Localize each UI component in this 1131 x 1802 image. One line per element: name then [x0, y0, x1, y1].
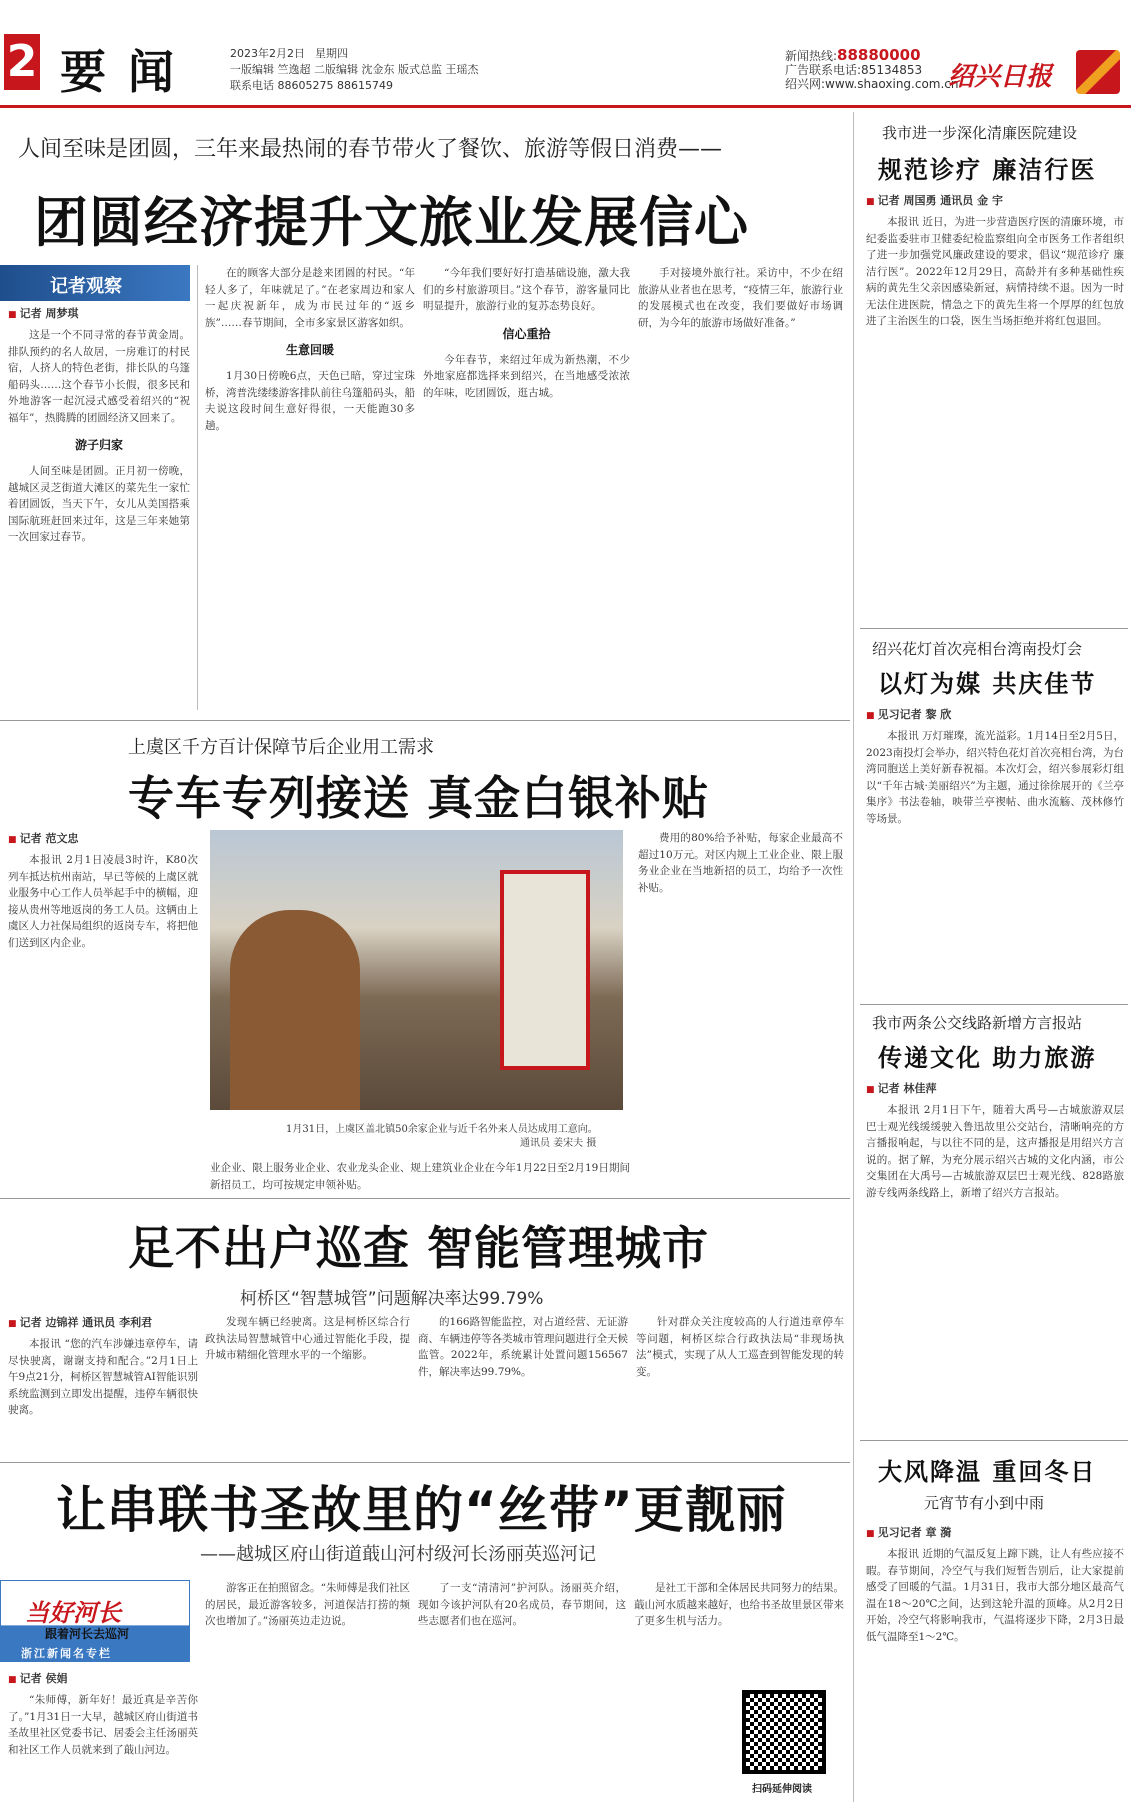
divider [0, 720, 850, 721]
phone-line: 联系电话 88605275 88615749 [230, 79, 393, 92]
story1-headline: 团圆经济提升文旅业发展信心 [34, 191, 749, 254]
story2-col3-text: 费用的80%给予补贴，每家企业最高不超过10万元。对区内规上工业企业、限上服务业企业在当地新招的员工，均给予一次性补贴。 [638, 832, 843, 894]
photo-person [230, 910, 360, 1110]
hotline-label: 新闻热线: [785, 49, 838, 63]
divider [860, 1004, 1128, 1005]
story4-col4 [634, 1580, 844, 1685]
story2-col1-text: 本报讯 2月1日凌晨3时许，K80次列车抵达杭州南站，早已等候的上虞区就业服务中心工作人员举起手中的横幅，迎接从贵州等地返岗的务工人员。这辆由上虞区人力社保局组织的返岗专车，将把他们送到区内企业。 [8, 854, 198, 949]
sidebar-divider [853, 112, 854, 1802]
story3-col4 [636, 1314, 844, 1454]
story1-col4-text: 手对接境外旅行社。采访中，不少在绍旅游从业者也在思考，“疫情三年，旅游行业的发展模式也在改变，我们要做好市场调研，为今年的旅游市场做好准备。” [638, 267, 843, 329]
hotline-number: 88880000 [837, 46, 921, 64]
story2-col3 [638, 830, 843, 1190]
story1-col3b-text: 今年春节，来绍过年成为新热潮，不少外地家庭都选择来到绍兴，在当地感受浓浓的年味，吃团圆饭，逛古城。 [423, 353, 630, 399]
news-photo [210, 830, 623, 1110]
side4-text: 本报讯 近期的气温反复上蹿下跳，让人有些应接不暇。春节期间，冷空气与我们短暂告别后，让大家提前感受了回暖的气温。1月31日，我市大部分地区最高气温在18～20℃之间，达到这轮升温的顶峰。从2月2日开始，冷空气将影响我市，气温将逐步下降，2月3日最低气温降至1～2℃。 [866, 1548, 1124, 1643]
river-badge-sub: 跟着河长去巡河 [45, 1627, 130, 1641]
side3-text: 本报讯 2月1日下午，随着大禹号—古城旅游双层巴士观光线缓缓驶入鲁迅故里公交站台，清晰响亮的方言播报响起，与以往不同的是，这声播报是用绍兴方言说的。据了解，为充分展示绍兴古城的文化内涵，市公交集团在大禹号—古城旅游双层巴士观光线、828路旅游专线两条线路上，新增了绍兴方言报站。 [866, 1104, 1124, 1199]
story4-col2-text: 游客正在拍照留念。“朱师傅是我们社区的居民，最近游客较多，河道保洁打捞的频次也增加了。”汤丽英边走边说。 [205, 1582, 410, 1627]
story2-col2 [210, 1160, 630, 1190]
page-number: 2 [4, 34, 40, 90]
story2-headline: 专车专列接送 真金白银补贴 [128, 771, 710, 825]
side3-headline: 传递文化 助力旅游 [878, 1044, 1097, 1072]
column-badge: 记者观察 [0, 265, 190, 301]
story3-col2 [205, 1314, 410, 1454]
story3-col4-text: 针对群众关注度较高的人行道违章停车等问题，柯桥区综合行政执法局“非现场执法”模式，实现了从人工巡查到智能发现的转变。 [636, 1316, 844, 1378]
side1-kicker: 我市进一步深化清廉医院建设 [882, 124, 1078, 142]
divider [197, 265, 198, 710]
story4-byline: ■ 记者 侯娟 [8, 1670, 198, 1686]
photo-credit: 通讯员 姜宋夫 摄 [520, 1138, 597, 1149]
side1-byline: ■ 记者 周国勇 通讯员 金 宇 [866, 192, 1124, 208]
side4-headline: 大风降温 重回冬日 [878, 1458, 1097, 1486]
side2-headline: 以灯为媒 共庆佳节 [878, 670, 1097, 698]
side3-byline: ■ 记者 林佳萍 [866, 1080, 1124, 1096]
section-title: 要闻 [60, 45, 196, 99]
side2-text: 本报讯 万灯璀璨，流光溢彩。1月14日至2月5日，2023南投灯会举办，绍兴特色花灯首次亮相台湾，为台湾同胞送上美好新春祝福。本次灯会，绍兴参展彩灯组以“千年古城·美丽绍兴”为主题，通过徐徐展开的《兰亭集序》书法卷轴，映带兰亭禊帖、曲水流觞、茂林修竹等场景。 [866, 730, 1124, 825]
story4-subhead: ——越城区府山街道蕺山河村级河长汤丽英巡河记 [200, 1544, 596, 1565]
story3-col3-text: 的166路智能监控，对占道经营、无证游商、车辆违停等各类城市管理问题进行全天候监管。2022年，系统累计处置问题156567件，解决率达99.79%。 [418, 1316, 628, 1378]
photo-banner [500, 870, 590, 1070]
story1-col3-subtitle: 信心重拾 [502, 326, 551, 341]
story3-headline: 足不出户巡查 智能管理城市 [128, 1221, 710, 1275]
story4-col3 [418, 1580, 626, 1800]
newspaper-logo: 绍兴日报 [948, 62, 1053, 92]
river-badge-bottom: 浙江新闻名专栏 [21, 1647, 112, 1660]
side2-byline: ■ 见习记者 黎 欣 [866, 706, 1124, 722]
side3-body [866, 1080, 1124, 1440]
side1-text: 本报讯 近日，为进一步营造医疗医的清廉环境，市纪委监委驻市卫健委纪检监察组向全市医务工作者组织了进一步加强党风廉政建设的要求，倡议“规范诊疗 廉洁行医”。2022年12月29日，高龄并有多种基础性疾病的黄先生父亲因感染新冠，病情持续不退。因为一时无法住进医院，情急之下的黄先生将一个厚厚的红包放进了主治医生的口袋，医生当场拒绝并将红包退回。 [866, 216, 1124, 327]
story3-subhead: 柯桥区“智慧城管”问题解决率达99.79% [240, 1289, 544, 1309]
story4-col2 [205, 1580, 410, 1800]
story4-col1 [8, 1670, 198, 1800]
issue-weekday: 星期四 [315, 47, 348, 60]
story1-col4 [638, 265, 843, 710]
side1-body [866, 192, 1124, 622]
story2-kicker: 上虞区千方百计保障节后企业用工需求 [128, 737, 434, 758]
divider [0, 1462, 850, 1463]
story4-col1-text: “朱师傅，新年好！最近真是辛苦你了。”1月31日一大早，越城区府山街道书圣故里社区党委书记、居委会主任汤丽英和社区工作人员就来到了蕺山河边。 [8, 1694, 198, 1756]
story1-col2 [205, 265, 415, 710]
side4-kicker: 元宵节有小到中雨 [924, 1494, 1045, 1512]
story3-col3 [418, 1314, 628, 1454]
story1-kicker: 人间至味是团圆，三年来最热闹的春节带火了餐饮、旅游等假日消费—— [18, 137, 723, 162]
photo-caption: 1月31日，上虞区盖北镇50余家企业与近千名外来人员达成用工意向。 [286, 1124, 598, 1135]
editors-line: 一版编辑 竺逸超 二版编辑 沈金东 版式总监 王瑶杰 [230, 63, 479, 76]
story1-col1b-text: 人间至味是团圆。正月初一傍晚，越城区灵芝街道大滩区的菜先生一家忙着团圆饭，当天下午，女儿从美国搭乘国际航班赶回来过年，这是三年来她第一次回家过春节。 [8, 465, 190, 543]
side3-kicker: 我市两条公交线路新增方言报站 [872, 1014, 1083, 1032]
story1-byline: ■ 记者 周梦琪 [8, 305, 190, 321]
side2-body [866, 706, 1124, 1006]
divider [860, 628, 1128, 629]
ad-phone: 广告联系电话:85134853 [785, 63, 923, 77]
side1-headline: 规范诊疗 廉洁行医 [878, 156, 1097, 184]
divider [0, 1198, 850, 1199]
story1-col2-text: 在的顾客大部分是趁来团圆的村民。“年轻人多了，年味就足了。”在老家周边和家人一起庆祝新年，成为市民过年的“返乡族”……春节期间，全市多家景区游客如织。 [205, 267, 415, 329]
side4-body [866, 1524, 1124, 1798]
story4-col4-text: 是社工干部和全体居民共同努力的结果。蕺山河水质越来越好，也给书圣故里景区带来了更多生机与活力。 [634, 1582, 844, 1627]
story3-col1-text: 本报讯 “您的汽车涉嫌违章停车，请尽快驶离，谢谢支持和配合。”2月1日上午9点21分，柯桥区智慧城管AI智能识别系统监测到立即发出提醒，违停车辆很快驶离。 [8, 1338, 198, 1416]
story1-col2b-text: 1月30日傍晚6点，天色已暗，穿过宝珠桥，湾普洗缕缕游客排队前往乌篷船码头，船夫说这段时间生意好得很，一天能跑30多趟。 [205, 370, 415, 432]
side2-kicker: 绍兴花灯首次亮相台湾南投灯会 [872, 640, 1083, 658]
story2-col1 [8, 830, 198, 1190]
website: 绍兴网:www.shaoxing.com.cn [785, 77, 959, 91]
column-badge-river [0, 1580, 190, 1662]
story1-col2-subtitle: 生意回暖 [285, 343, 334, 357]
story2-byline: ■ 记者 范文忠 [8, 830, 198, 846]
story3-col1 [8, 1314, 198, 1454]
story3-col2-text: 发现车辆已经驶离。这是柯桥区综合行政执法局智慧城管中心通过智能化手段，提升城市精细化管理水平的一个缩影。 [205, 1316, 410, 1361]
masthead-meta [230, 46, 478, 94]
story4-col3-text: 了一支“清清河”护河队。汤丽英介绍，现如今该护河队有20名成员，春节期间，这些志愿者们也在巡河。 [418, 1582, 626, 1627]
side4-byline: ■ 见习记者 章 漪 [866, 1524, 1124, 1540]
river-badge-title: 当好河长 [25, 1598, 121, 1627]
logo-emblem-icon [1076, 50, 1120, 94]
story1-col1 [8, 305, 190, 710]
story2-col2-text: 业企业、限上服务业企业、农业龙头企业、规上建筑业企业在今年1月22日至2月19日期间新招员工，均可按规定申领补贴。 [210, 1162, 630, 1190]
story1-col3 [423, 265, 630, 710]
story1-col1-text: 这是一个不同寻常的春节黄金周。排队预约的名人故居，一房难订的村民宿，人挤人的特色老街，排长队的乌篷船码头……这个春节小长假，很多民和外地游客一起沉浸式感受着绍兴的“祝福年”，热腾腾的团圆经济又回来了。 [8, 329, 190, 424]
qr-label: 扫码延伸阅读 [752, 1784, 812, 1795]
masthead [0, 0, 1131, 108]
story4-headline: 让串联书圣故里的“丝带”更靓丽 [56, 1481, 787, 1539]
qr-code-icon[interactable] [742, 1690, 826, 1774]
hotline-block [785, 48, 959, 91]
story3-byline: ■ 记者 边锦祥 通讯员 李利君 [8, 1314, 198, 1330]
issue-date: 2023年2月2日 [230, 47, 305, 60]
story1-col1-subtitle: 游子归家 [74, 438, 123, 452]
story1-col3-text: “今年我们要好好打造基础设施，激大我们的乡村旅游项目。”这个春节，游客量同比明显提升，旅游行业的复苏态势良好。 [423, 267, 630, 312]
divider [860, 1440, 1128, 1441]
